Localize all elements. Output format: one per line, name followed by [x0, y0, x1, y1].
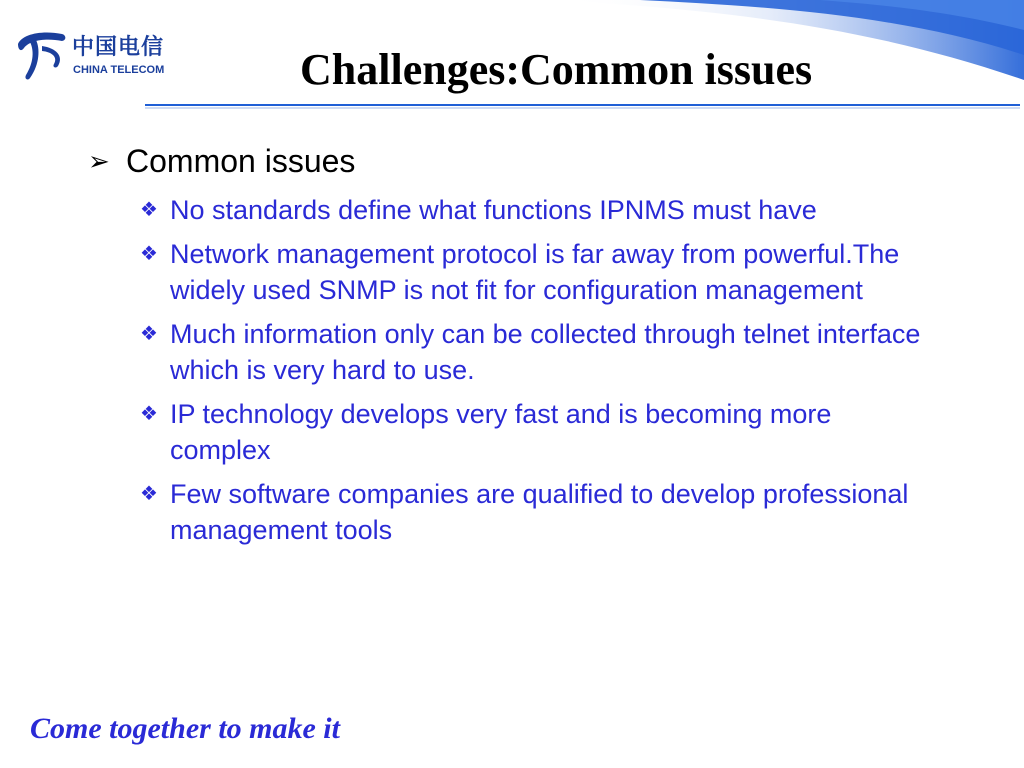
slide-body: [88, 140, 948, 556]
level2-bullet-item: [140, 476, 948, 548]
level1-bullet-item: [88, 140, 948, 182]
diamond-bullet-icon: ❖: [140, 403, 158, 425]
diamond-bullet-icon: ❖: [140, 243, 158, 265]
level2-bullet-text: Network management protocol is far away from powerful.The widely used SNMP is not fit for configuration management: [170, 239, 900, 305]
logo-english-name: CHINA TELECOM: [73, 64, 165, 76]
level1-bullet-text: Common issues: [126, 143, 356, 179]
china-telecom-logo-icon: [12, 26, 70, 82]
arrow-bullet-icon: ➢: [88, 146, 110, 176]
slide-title: Challenges:Common issues: [300, 45, 813, 94]
diamond-bullet-icon: ❖: [140, 483, 158, 505]
level2-bullet-item: [140, 192, 948, 228]
footer-slogan: Come together to make it: [30, 712, 340, 745]
level2-bullet-text: No standards define what functions IPNMS must have: [170, 195, 817, 225]
diamond-bullet-icon: ❖: [140, 323, 158, 345]
level2-bullet-item: [140, 396, 948, 468]
level2-bullet-text: IP technology develops very fast and is becoming more complex: [170, 399, 832, 465]
level2-bullet-text: Much information only can be collected through telnet interface which is very hard to use.: [170, 319, 921, 385]
logo-chinese-name: 中国电信: [72, 35, 165, 60]
level2-bullet-item: [140, 236, 948, 308]
level2-bullet-item: [140, 316, 948, 388]
china-telecom-logo: [12, 26, 202, 86]
diamond-bullet-icon: ❖: [140, 199, 158, 221]
level2-bullet-text: Few software companies are qualified to develop professional management tools: [170, 479, 909, 545]
